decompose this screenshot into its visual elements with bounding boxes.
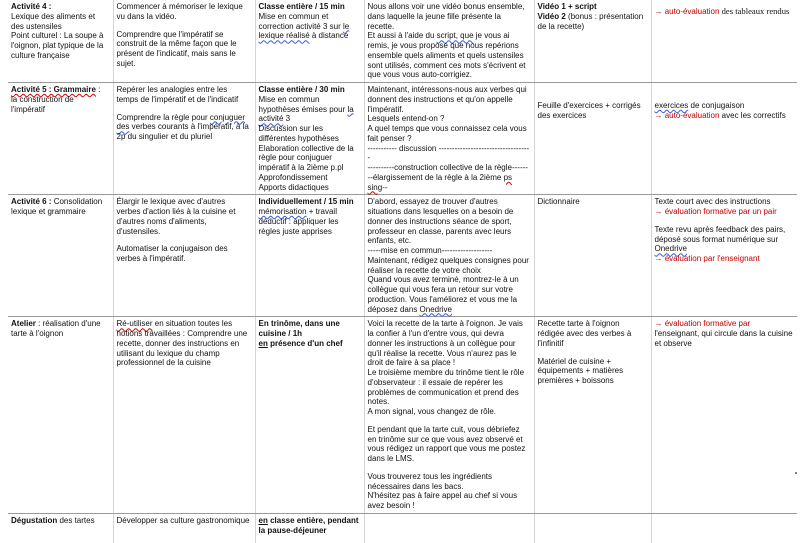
objective-text-part: Comprendre la règle pour bbox=[116, 112, 210, 122]
evaluation-text bbox=[655, 254, 794, 264]
cell-evaluation bbox=[651, 0, 797, 83]
cell-modality bbox=[255, 0, 364, 83]
objective-text: Repérer les analogies entre les temps de l'impératif et de l'indicatif bbox=[116, 85, 239, 104]
activity-rest: des tartes bbox=[57, 515, 95, 525]
activity-title: Atelier bbox=[11, 319, 36, 329]
activity-title-line bbox=[11, 516, 109, 526]
objective-text-part: verbes courants à l'impératif, à la 2p du singulier et du pluriel bbox=[116, 122, 249, 141]
teacher-text: Nous allons voir une vidéo bonus ensemble, dans laquelle la jeune fille présente la recette. bbox=[367, 2, 525, 31]
activity-rest: Consolidation lexique et grammaire bbox=[11, 197, 103, 216]
teacher-text: N'hésitez pas à faire appel au chef si vous avez besoin ! bbox=[367, 491, 518, 510]
teacher-text-part: Et aussi à l'aide du bbox=[367, 31, 437, 41]
modality-text bbox=[259, 12, 360, 41]
modality-text bbox=[259, 95, 360, 124]
activity-title-line bbox=[11, 197, 109, 217]
cell-evaluation bbox=[651, 317, 797, 514]
evaluation-text bbox=[655, 6, 794, 17]
activity-title: Activité 4 : bbox=[11, 2, 52, 11]
modality-underlined: en bbox=[258, 515, 268, 525]
support-text bbox=[538, 12, 647, 32]
table-row-activite-5 bbox=[8, 83, 797, 195]
objective-text: Automatiser la conjugaison des verbes à l'impératif. bbox=[116, 244, 228, 263]
modality-text-part: présence d'un chef bbox=[267, 338, 343, 348]
evaluation-red: évaluation par l'enseignant bbox=[664, 254, 760, 263]
teacher-text-part: Quand vous avez terminé, montrez-le à un collègue qui vous fera un retour sur votre production. Vous l'améliorez et vous me la déposez dans bbox=[367, 275, 519, 314]
evaluation-text-part: Texte revu après feedback des pairs, déposé sous format numérique sur bbox=[654, 224, 786, 244]
activity-rest: : la construction de l'impératif bbox=[11, 85, 101, 114]
cell-support bbox=[534, 0, 651, 83]
support-bold: Vidéo 2 bbox=[537, 11, 566, 21]
teacher-text: ----------construction collective de la règle------ bbox=[367, 163, 528, 172]
cell-objective bbox=[113, 317, 255, 514]
arrow-icon: → bbox=[654, 110, 665, 120]
teacher-text: Vous trouverez tous les ingrédients nécessaires dans les bacs. bbox=[367, 471, 493, 491]
cell-objective bbox=[113, 0, 255, 83]
table-row-activite-6 bbox=[8, 195, 797, 317]
activity-rest: : réalisation d'une tarte à l'oignon bbox=[11, 319, 101, 338]
objective-text: Commencer à mémoriser le lexique vu dans la vidéo. bbox=[116, 2, 243, 21]
teacher-underlined: Onedrive bbox=[419, 304, 453, 314]
modality-text-part: 3 bbox=[283, 114, 291, 124]
cell-activity bbox=[8, 83, 113, 195]
cell-teacher bbox=[364, 83, 534, 195]
cell-evaluation bbox=[651, 195, 797, 317]
cell-modality bbox=[255, 195, 364, 317]
modality-heading: Individuellement / 15 min bbox=[258, 197, 354, 207]
teacher-text: ----------- discussion ----------------------------------- bbox=[367, 143, 530, 163]
modality-underlined: en bbox=[258, 338, 268, 348]
modality-text: Elaboration collective de la règle pour conjuguer impératif à la 2ième p.pl bbox=[258, 143, 354, 172]
modality-underlined: mémorisation bbox=[258, 207, 307, 216]
corner-mark bbox=[795, 472, 797, 474]
teacher-text bbox=[368, 275, 530, 314]
objective-text bbox=[117, 113, 251, 142]
table-row-degustation bbox=[8, 513, 797, 543]
cell-objective bbox=[113, 513, 255, 543]
evaluation-text-part: avec les correctifs bbox=[719, 110, 786, 120]
table-row-atelier bbox=[8, 317, 797, 514]
modality-text-part: classe entière, pendant la pause-déjeuner bbox=[258, 515, 359, 535]
arrow-icon: → bbox=[654, 207, 665, 216]
teacher-underlined: script, que bbox=[436, 31, 474, 41]
evaluation-text bbox=[655, 101, 794, 111]
cell-modality bbox=[255, 513, 364, 543]
modality-text bbox=[259, 207, 360, 236]
evaluation-text-part: des tableaux rendus bbox=[719, 6, 790, 16]
evaluation-red: auto-évaluation bbox=[664, 7, 720, 16]
teacher-text: D'abord, essayez de trouver d'autres situations dans lesquelles on a besoin de donner des instructions séance de sport, professeur en classe, parents avec leurs enfants, etc. bbox=[367, 197, 514, 246]
evaluation-text: Texte court avec des instructions bbox=[654, 197, 771, 207]
cell-teacher bbox=[364, 0, 534, 83]
teacher-text: Lesquels entend-on ? bbox=[367, 114, 445, 124]
teacher-underlined: ps sing bbox=[367, 172, 513, 192]
evaluation-text-part: l'enseignant, qui circule dans la cuisine et observe bbox=[654, 329, 793, 348]
support-text: Dictionnaire bbox=[537, 197, 580, 207]
activity-line: Lexique des aliments et des ustensiles bbox=[11, 11, 96, 31]
cell-activity bbox=[8, 513, 113, 543]
teacher-text: Voici la recette de la tarte à l'oignon. Je vais la confier à l'un d'entre vous, qui devra donner les instructions à un collègue pour qu'il réalise la recette. Vous n'aurez pas le droit de faire à sa place ! bbox=[367, 319, 523, 368]
teacher-text: -----mise en commun------------------- bbox=[367, 246, 493, 255]
teacher-text bbox=[368, 31, 530, 80]
activity-title: Activité 6 : bbox=[11, 197, 52, 207]
teacher-text: Le troisième membre du trinôme tient le rôle d'observateur : il essaie de repérer les problèmes de communication et prend des notes. bbox=[367, 368, 525, 407]
arrow-icon: → bbox=[654, 319, 665, 329]
teacher-text-part: je vous ai remis, je vous propose que nous repérions ensemble quels aliments et quels ustensiles sont utilisés, comment ces mots s'écrivent et que vous vous auto-corrigiez. bbox=[367, 31, 526, 80]
modality-text-part: + travail déductif : appliquer les règles juste apprises bbox=[258, 207, 339, 236]
modality-text bbox=[259, 339, 360, 349]
activity-title: Activité 5 : Grammaire bbox=[11, 85, 96, 94]
modality-text: Apports didactiques bbox=[258, 182, 329, 192]
cell-evaluation bbox=[651, 83, 797, 195]
table-row-activite-4 bbox=[8, 0, 797, 83]
teacher-text-part: -- bbox=[382, 182, 388, 192]
evaluation-red: auto-évaluation bbox=[664, 110, 720, 120]
objective-text: Comprendre que l'impératif se construit de la même façon que le présent de l'indicatif, mais sans le sujet. bbox=[116, 29, 237, 68]
cell-activity bbox=[8, 317, 113, 514]
modality-heading: Classe entière / 15 min bbox=[258, 2, 345, 11]
teacher-text bbox=[368, 173, 530, 193]
evaluation-text bbox=[655, 225, 794, 254]
cell-modality bbox=[255, 317, 364, 514]
activity-title-line bbox=[11, 85, 109, 114]
evaluation-text bbox=[655, 207, 794, 217]
objective-underlined: conjuguer des bbox=[116, 112, 246, 132]
lesson-plan-table bbox=[8, 0, 797, 543]
teacher-text: A mon signal, vous changez de rôle. bbox=[367, 407, 497, 416]
modality-text-part: Mise en commun hypothèses émises pour bbox=[258, 94, 348, 114]
evaluation-text-part: de conjugaison bbox=[688, 101, 745, 110]
evaluation-red: évaluation formative par bbox=[664, 319, 751, 329]
arrow-icon: → bbox=[654, 7, 665, 16]
teacher-text-part: --élargissement de la règle à la 2ième bbox=[367, 172, 504, 182]
arrow-icon: → bbox=[654, 254, 665, 263]
cell-teacher bbox=[364, 513, 534, 543]
modality-underlined: la activité bbox=[258, 104, 354, 124]
cell-objective bbox=[113, 195, 255, 317]
cell-modality bbox=[255, 83, 364, 195]
cell-support bbox=[534, 513, 651, 543]
modality-heading: En trinôme, dans une cuisine / 1h bbox=[258, 319, 340, 338]
cell-objective bbox=[113, 83, 255, 195]
cell-teacher bbox=[364, 317, 534, 514]
teacher-text: A quel temps que vous connaissez cela vous fait penser ? bbox=[367, 124, 527, 143]
support-text-part: (bonus : présentation de la recette) bbox=[537, 11, 644, 31]
support-heading: Vidéo 1 + script bbox=[537, 2, 597, 11]
teacher-text: Maintenant, rédigez quelques consignes pour réaliser la recette de votre choix bbox=[367, 255, 529, 275]
activity-title: Dégustation bbox=[11, 515, 58, 525]
teacher-text: Maintenant, intéressons-nous aux verbes qui donnent des instructions et qu'on appelle l'impératif. bbox=[367, 85, 527, 114]
objective-text bbox=[117, 319, 251, 368]
cell-evaluation bbox=[651, 513, 797, 543]
cell-support bbox=[534, 195, 651, 317]
objective-text-part: en situation toutes les notions travaillées : Comprendre une recette, donner des instructions en utilisant du lexique du champ professionnel de la cuisine bbox=[116, 319, 248, 368]
cell-support bbox=[534, 83, 651, 195]
cell-activity bbox=[8, 195, 113, 317]
modality-text bbox=[259, 516, 360, 536]
teacher-text: Et pendant que la tarte cuit, vous débriefez en trinôme sur ce que vous avez observé et vous rédigez un rapport que vous me postez dans le LMS. bbox=[367, 424, 526, 463]
objective-text: Développer sa culture gastronomique bbox=[116, 515, 250, 525]
evaluation-text bbox=[655, 319, 794, 348]
modality-underlined: le lexique réalisé bbox=[258, 21, 350, 41]
cell-support bbox=[534, 317, 651, 514]
evaluation-red: évaluation formative par un pair bbox=[664, 207, 777, 216]
support-text: Feuille d'exercices + corrigés des exercices bbox=[537, 101, 641, 120]
modality-text: Discussion sur les différentes hypothèses bbox=[258, 124, 339, 143]
evaluation-underlined: exercices bbox=[654, 101, 689, 110]
activity-title-line bbox=[11, 319, 109, 339]
activity-line: Point culturel : La soupe à l'oignon, plat typique de la culture française bbox=[11, 31, 104, 60]
evaluation-text bbox=[655, 111, 794, 121]
modality-text: Approfondissement bbox=[258, 172, 328, 182]
support-text: Recette tarte à l'oignon rédigée avec des verbes à l'infinitif bbox=[537, 319, 632, 348]
objective-underlined: Ré-utiliser bbox=[116, 319, 153, 329]
modality-text-part: Mise en commun et correction activité 3 sur bbox=[258, 11, 343, 31]
cell-activity bbox=[8, 0, 113, 83]
support-text: Matériel de cuisine + équipements + matières premières + boissons bbox=[537, 356, 624, 385]
evaluation-underlined: Onedrive bbox=[654, 244, 687, 254]
objective-text: Élargir le lexique avec d'autres verbes d'action liés à la cuisine et d'autres noms d'aliments, d'ustensiles. bbox=[116, 197, 236, 236]
cell-teacher bbox=[364, 195, 534, 317]
modality-heading: Classe entière / 30 min bbox=[258, 85, 345, 94]
modality-text-part: à distance bbox=[309, 31, 349, 41]
